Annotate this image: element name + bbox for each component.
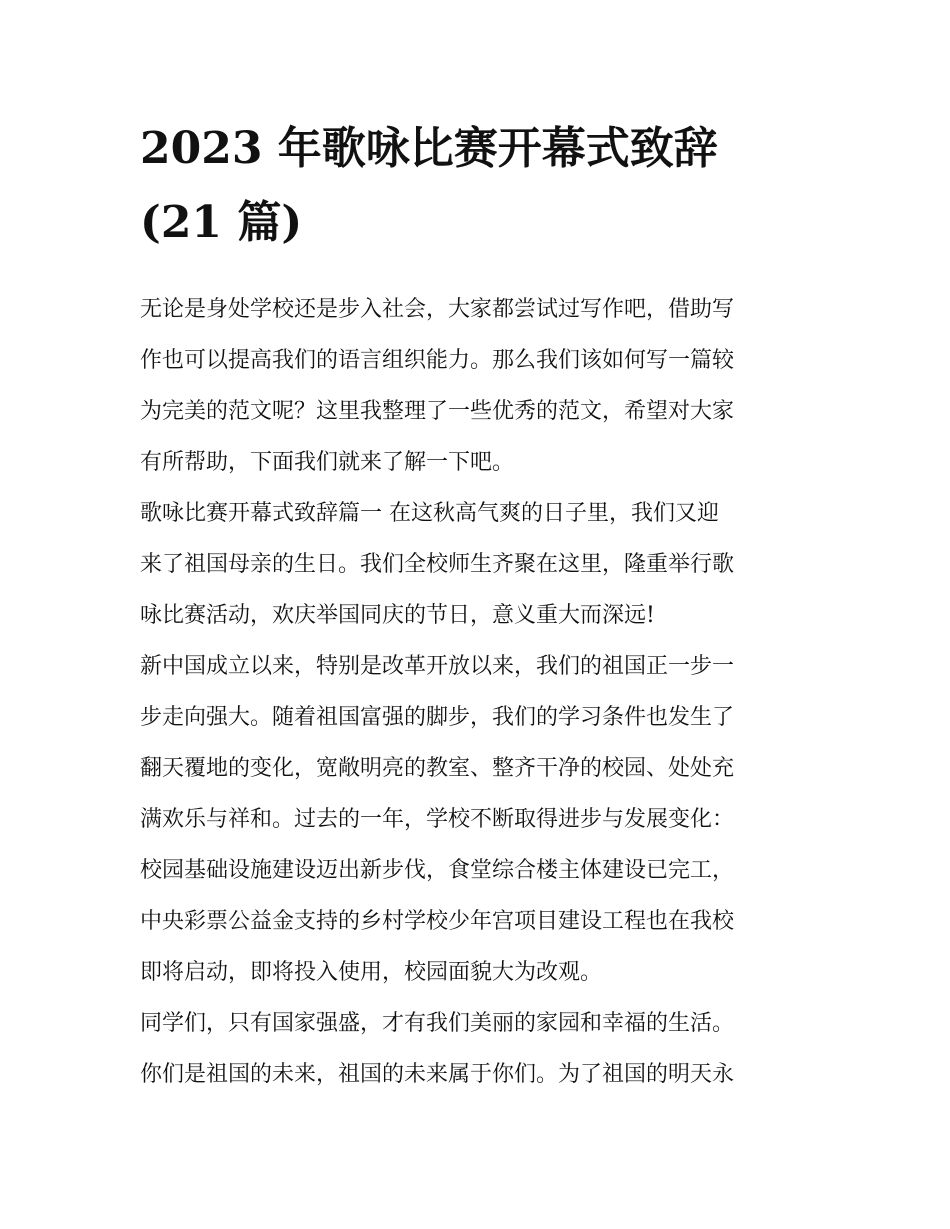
- text-line: 即将启动，即将投入使用，校园面貌大为改观。: [140, 960, 603, 985]
- text-line: 新中国成立以来，特别是改革开放以来，我们的祖国正一步一: [140, 654, 735, 679]
- text-line: 为完美的范文呢？这里我整理了一些优秀的范文，希望对大家: [140, 399, 735, 424]
- paragraph-country-development: [140, 641, 816, 998]
- text-line: 歌咏比赛开幕式致辞篇一 在这秋高气爽的日子里，我们又迎: [140, 501, 719, 526]
- text-line: 步走向强大。随着祖国富强的脚步，我们的学习条件也发生了: [140, 705, 735, 730]
- text-line: 校园基础设施建设迈出新步伐，食堂综合楼主体建设已完工，: [140, 858, 735, 883]
- title-line: 2023 年歌咏比赛开幕式致辞: [140, 123, 718, 174]
- text-line: 满欢乐与祥和。过去的一年，学校不断取得进步与发展变化：: [140, 807, 735, 832]
- text-line: 来了祖国母亲的生日。我们全校师生齐聚在这里，隆重举行歌: [140, 552, 735, 577]
- text-line: 作也可以提高我们的语言组织能力。那么我们该如何写一篇较: [140, 348, 735, 373]
- paragraph-speech-opening: [140, 488, 816, 641]
- title-line: (21 篇): [140, 197, 303, 248]
- text-line: 你们是祖国的未来，祖国的未来属于你们。为了祖国的明天永: [140, 1062, 735, 1087]
- text-line: 中央彩票公益金支持的乡村学校少年宫项目建设工程也在我校: [140, 909, 735, 934]
- text-line: 咏比赛活动，欢庆举国同庆的节日，意义重大而深远!: [140, 603, 655, 628]
- document-content: [140, 112, 816, 1100]
- paragraph-intro: [140, 284, 816, 488]
- text-line: 无论是身处学校还是步入社会，大家都尝试过写作吧，借助写: [140, 297, 735, 322]
- document-title: [140, 112, 816, 260]
- paragraph-students: [140, 998, 816, 1100]
- text-line: 翻天覆地的变化，宽敞明亮的教室、整齐干净的校园、处处充: [140, 756, 735, 781]
- text-line: 有所帮助，下面我们就来了解一下吧。: [140, 450, 515, 475]
- document-body: [140, 284, 816, 1100]
- text-line: 同学们，只有国家强盛，才有我们美丽的家园和幸福的生活。: [140, 1011, 735, 1036]
